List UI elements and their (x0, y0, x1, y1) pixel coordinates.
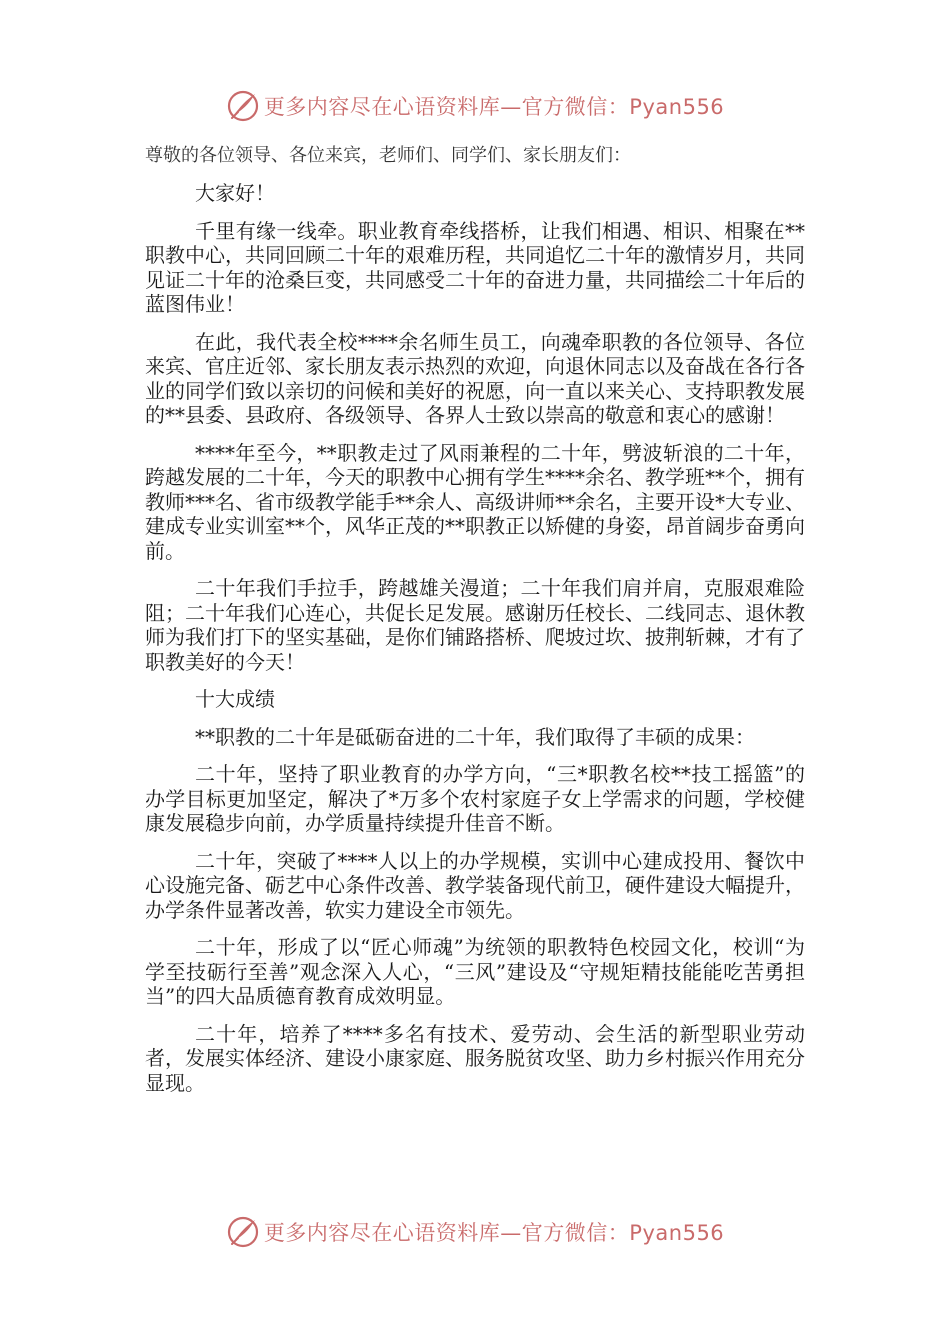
paragraph: 二十年，突破了****人以上的办学规模，实训中心建成投用、餐饮中心设施完备、砺艺中心条件改善、教学装备现代前卫，硬件建设大幅提升，办学条件显著改善，软实力建设全市领先。 (145, 848, 805, 922)
document-body (145, 143, 805, 1108)
paragraph: **职教的二十年是砥砺奋进的二十年，我们取得了丰硕的成果： (195, 724, 755, 749)
paragraph: 在此，我代表全校****余名师生员工，向魂牵职教的各位领导、各位来宾、官庄近邻、家长朋友表示热烈的欢迎，向退休同志以及奋战在各行各业的同学们致以亲切的问候和美好的祝愿，向一直以来关心、支持职教发展的**县委、县政府、各级领导、各界人士致以崇高的敬意和衷心的感谢！ (145, 329, 805, 427)
header-banner-text: 更多内容尽在心语资料库—官方微信：Pyan556 (263, 95, 725, 119)
salutation: 尊敬的各位领导、各位来宾，老师们、同学们、家长朋友们： (145, 145, 631, 166)
paragraph: 二十年，培养了****多名有技术、爱劳动、会生活的新型职业劳动者，发展实体经济、建设小康家庭、服务脱贫攻坚、助力乡村振兴作用充分显现。 (145, 1021, 805, 1095)
paragraph: 二十年，坚持了职业教育的办学方向，“三*职教名校**技工摇篮”的办学目标更加坚定，解决了*万多个农村家庭子女上学需求的问题，学校健康发展稳步向前，办学质量持续提升佳音不断。 (145, 762, 805, 835)
footer-banner (0, 1212, 950, 1252)
greeting: 大家好！ (195, 181, 275, 205)
section-heading: 十大成绩 (195, 687, 275, 711)
paragraph: ****年至今，**职教走过了风雨兼程的二十年，劈波斩浪的二十年，跨越发展的二十年，今天的职教中心拥有学生****余名、教学班**个，拥有教师***名、省市级教学能手**余人、高级讲师**余名，主要开设*大专业、建成专业实训室**个，风华正茂的**职教正以矫健的身姿，昂首阔步奋勇向前。 (145, 440, 805, 563)
paragraph: 二十年我们手拉手，跨越雄关漫道；二十年我们肩并肩，克服艰难险阻；二十年我们心连心，共促长足发展。感谢历任校长、二线同志、退休教师为我们打下的坚实基础，是你们铺路搭桥、爬坡过坎、披荆斩棘，才有了职教美好的今天！ (145, 576, 805, 674)
paragraph: 千里有缘一线牵。职业教育牵线搭桥，让我们相遇、相识、相聚在**职教中心，共同回顾二十年的艰难历程，共同追忆二十年的激情岁月，共同见证二十年的沧桑巨变，共同感受二十年的奋进力量，共同描绘二十年后的蓝图伟业！ (145, 218, 805, 316)
footer-banner-text: 更多内容尽在心语资料库—官方微信：Pyan556 (263, 1221, 725, 1245)
paragraph: 二十年，形成了以“匠心师魂”为统领的职教特色校园文化，校训“为学至技砺行至善”观念深入人心，“三风”建设及“守规矩精技能能吃苦勇担当”的四大品质德育教育成效明显。 (145, 935, 805, 1008)
quill-pen-logo-icon (226, 89, 260, 123)
header-banner (0, 86, 950, 126)
quill-pen-logo-icon (226, 1215, 260, 1249)
